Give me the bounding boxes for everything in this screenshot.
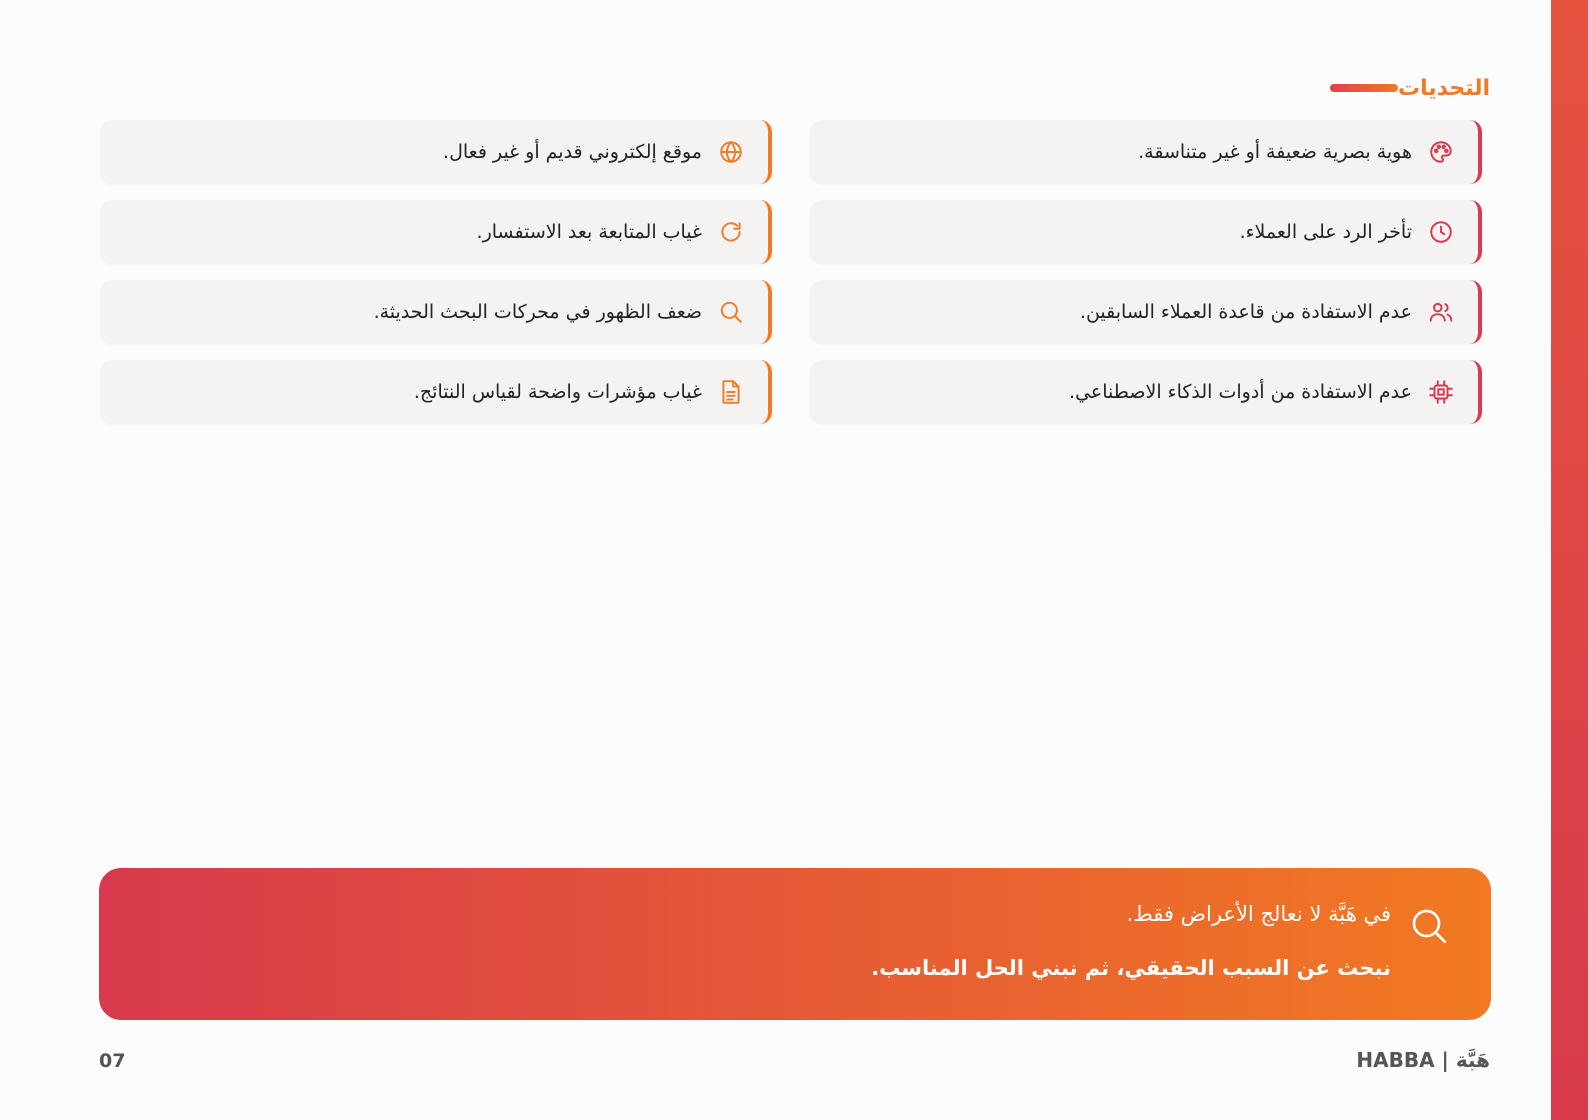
document-icon: [718, 379, 744, 405]
challenge-card: [810, 360, 1482, 424]
decorative-side-strip: [1551, 0, 1588, 1120]
brand-footer: HABBA | هَبَّة: [1356, 1048, 1490, 1072]
banner-line-1: في هَبَّة لا نعالج الأعراض فقط.: [1126, 902, 1391, 926]
section-header: [1280, 68, 1490, 108]
search-icon: [1409, 906, 1449, 946]
chip-icon: [1428, 379, 1454, 405]
challenge-text: هوية بصرية ضعيفة أو غير متناسقة.: [1138, 141, 1412, 163]
refresh-icon: [718, 219, 744, 245]
challenge-text: غياب المتابعة بعد الاستفسار.: [476, 221, 702, 243]
challenge-card: [100, 120, 772, 184]
challenge-card: [100, 360, 772, 424]
palette-icon: [1428, 139, 1454, 165]
search-icon: [718, 299, 744, 325]
users-icon: [1428, 299, 1454, 325]
challenge-text: موقع إلكتروني قديم أو غير فعال.: [443, 141, 702, 163]
challenge-text: غياب مؤشرات واضحة لقياس النتائج.: [413, 381, 702, 403]
section-title-bar: [1330, 84, 1398, 92]
challenge-text: عدم الاستفادة من قاعدة العملاء السابقين.: [1079, 301, 1412, 323]
challenge-card: [810, 120, 1482, 184]
section-title: التحديات: [1398, 75, 1490, 101]
clock-icon: [1428, 219, 1454, 245]
banner-line-2: نبحث عن السبب الحقيقي، ثم نبني الحل المناسب.: [871, 956, 1391, 980]
challenge-text: عدم الاستفادة من أدوات الذكاء الاصطناعي.: [1069, 381, 1412, 403]
challenge-card: [100, 200, 772, 264]
challenge-card: [100, 280, 772, 344]
challenge-text: تأخر الرد على العملاء.: [1239, 221, 1412, 243]
globe-icon: [718, 139, 744, 165]
page-number: 07: [99, 1050, 126, 1072]
highlight-banner: [99, 868, 1491, 1020]
challenge-card: [810, 200, 1482, 264]
challenge-text: ضعف الظهور في محركات البحث الحديثة.: [373, 301, 702, 323]
challenge-card: [810, 280, 1482, 344]
